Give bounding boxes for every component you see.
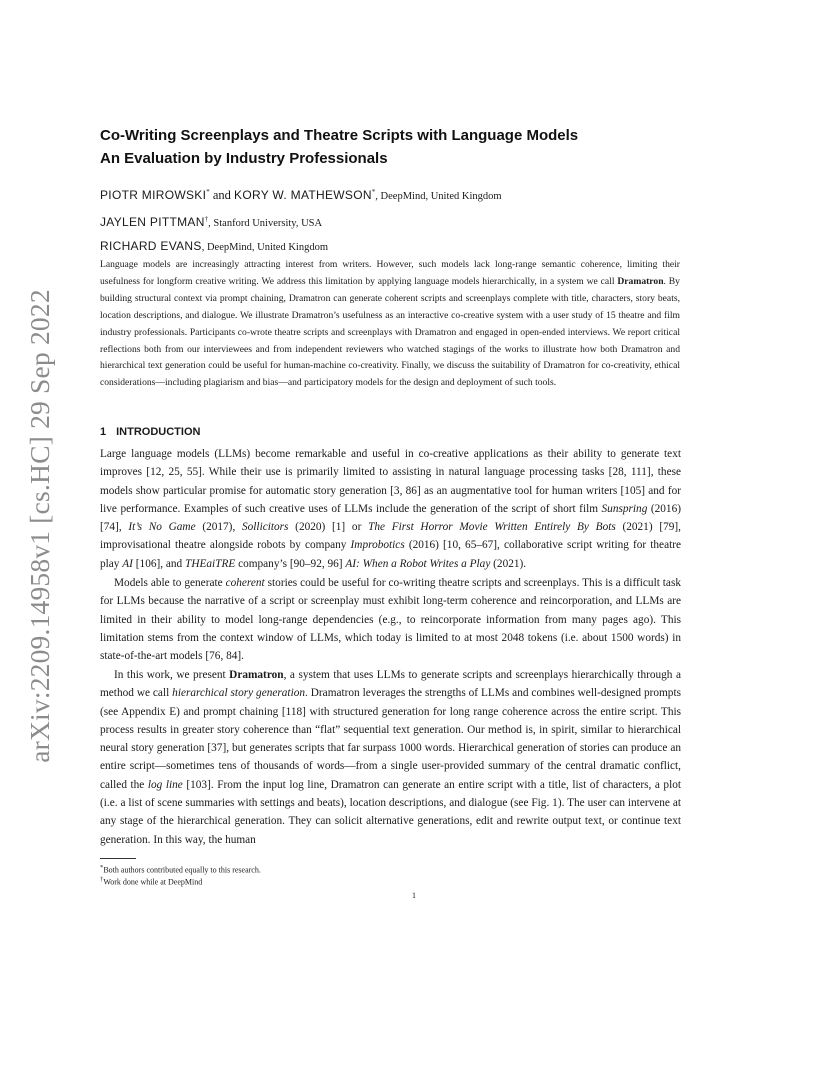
work-title: AI: When a Robot Writes a Play: [345, 557, 491, 570]
work-title: The First Horror Movie Written Entirely By Bots: [368, 521, 616, 534]
work-title: Sunspring: [601, 502, 648, 515]
title-line-1: Co-Writing Screenplays and Theatre Scripts with Language Models: [100, 127, 579, 144]
arxiv-identifier: [22, 286, 58, 766]
text-run: (2016) [10, 65–67], collaborative script writing for theatre play: [100, 539, 682, 570]
page-number: 1: [412, 891, 416, 900]
paper-title: [100, 124, 740, 170]
text-run: (2020) [1] or: [288, 521, 369, 534]
author-list: [100, 181, 740, 259]
footnote-mark: *: [100, 864, 104, 871]
section-title: INTRODUCTION: [116, 426, 201, 438]
text-run: [103]. From the input log line, Dramatron can generate an entire script with a title, list of characters, a plot (i.e. a list of scene summaries with settings and beats), location descriptions, and dialogue (see Fig. 1). The user can intervene at any stage of the hierarchical generation. They can solicit alternative generations, edit and rewrite output text, or continue text generation. In this way, the human: [100, 778, 682, 846]
section-number: 1: [100, 426, 107, 438]
text-run: (2021) [79], improvisational theatre alongside robots by company: [100, 521, 681, 552]
text-run: [106], and: [132, 557, 186, 570]
author-name: PIOTR MIROWSKI: [100, 188, 207, 203]
text-run: , a system that uses LLMs to generate scripts and screenplays hierarchically through a method we call: [100, 669, 681, 700]
text-run: company’s [90–92, 96]: [235, 557, 346, 570]
author-conjunction: and: [209, 188, 235, 203]
text-run: (2016) [74],: [100, 502, 681, 534]
author-line-1: [100, 181, 740, 208]
emphasis: coherent: [225, 577, 265, 589]
text-run: (2021).: [490, 557, 527, 570]
emphasis: hierarchical story generation: [172, 687, 305, 700]
work-title: THEaiTRE: [185, 557, 236, 570]
text-run: Large language models (LLMs) become remarkable and useful in co-creative applications as their ability to generate text improves [12, 25, 55]. While their use is primarily limited to assisting in natural language processing tasks [28, 111], these models show particular promise for automatic story generation [3, 86] as an augmentative tool for human writers [105] and for live performance. Examples of such creative uses of LLMs include the generation of the script of short film: [100, 448, 681, 515]
work-title: It’s No Game: [128, 521, 196, 534]
footnote-mark: †: [100, 876, 104, 883]
footnote-2: [100, 874, 202, 888]
author-affiliation: , DeepMind, United Kingdom: [375, 191, 502, 203]
abstract-text: . By building structural context via prompt chaining, Dramatron can generate coherent scripts and screenplays complete with title, characters, story beats, location descriptions, and dialogue. We illustrate Dramatron’s usefulness as an interactive co-creative system with a user study of 15 theatre and film industry professionals. Participants co-wrote theatre scripts and screenplays with Dramatron and engaged in open-ended interviews. We report critical reflections both from our interviewees and from independent reviewers who watched stagings of the works to illustrate how both Dramatron and hierarchical text generation could be useful for human-machine co-creativity. Finally, we discuss the suitability of Dramatron for co-creativity, ethical considerations—including plagiarism and bias—and participatory models for the design and deployment of such tools.: [100, 275, 680, 389]
work-title: Sollicitors: [242, 521, 289, 534]
section-heading: [100, 426, 200, 438]
author-affiliation: , DeepMind, United Kingdom: [201, 242, 328, 254]
author-name: RICHARD EVANS: [100, 239, 202, 254]
emphasis: log line: [147, 778, 183, 791]
abstract: [100, 257, 680, 392]
text-run: In this work, we present: [114, 669, 230, 681]
work-title: Improbotics: [350, 539, 405, 552]
body-paragraph-3: [100, 666, 681, 849]
author-mark: †: [204, 215, 209, 224]
abstract-text: Language models are increasingly attracting interest from writers. However, such models lack long-range semantic coherence, limiting their usefulness for longform creative writing. We address this limitation by applying language models hierarchically, in a system we call: [100, 259, 680, 287]
author-line-3: [100, 235, 740, 259]
text-run: Models able to generate: [114, 577, 226, 589]
work-title: AI: [122, 557, 133, 570]
author-line-2: [100, 208, 740, 235]
text-run: stories could be useful for co-writing theatre scripts and screenplays. This is a difficult task for LLMs because the narrative of a script or screenplay must exhibit long-term coherence and reincorporation, and LLMs are limited in their ability to model long-range dependencies (e.g., to reincorporate information from many pages ago). This limitation stems from the context window of LLMs, which today is limited to at most 2048 tokens (i.e. about 1500 words) in state-of-the-art models [76, 84].: [100, 577, 681, 663]
author-name: JAYLEN PITTMAN: [100, 215, 205, 230]
author-mark: *: [371, 188, 376, 196]
system-name: Dramatron: [229, 669, 284, 681]
text-run: . Dramatron leverages the strengths of LLMs and combines well-designed prompts (see Appendix E) and prompt chaining [118] with structured generation for long range coherence across the entire script. This process results in greater story coherence than “flat” sequential text generation. Our method is, in spirit, similar to hierarchical neural story generation [37], but generates scripts that far surpass 1000 words. Hierarchical generation of stories can produce an entire script—sometimes tens of thousands of words—from a single user-provided summary of the central dramatic conflict, called the: [100, 687, 681, 791]
system-name: Dramatron: [617, 275, 664, 287]
author-affiliation: , Stanford University, USA: [208, 218, 323, 230]
footnote-rule: [100, 858, 136, 859]
footnote-text: Both authors contributed equally to this research.: [103, 865, 261, 875]
text-run: (2017),: [195, 521, 242, 534]
footnote-text: Work done while at DeepMind: [103, 877, 203, 887]
author-name: KORY W. MATHEWSON: [234, 188, 372, 203]
body-paragraph-1: [100, 445, 681, 573]
arxiv-id-text: arXiv:2209.14958v1 [cs.HC] 29 Sep 2022: [24, 289, 55, 763]
title-line-2: An Evaluation by Industry Professionals: [100, 150, 388, 167]
author-mark: *: [206, 188, 210, 196]
body-paragraph-2: [100, 574, 681, 665]
